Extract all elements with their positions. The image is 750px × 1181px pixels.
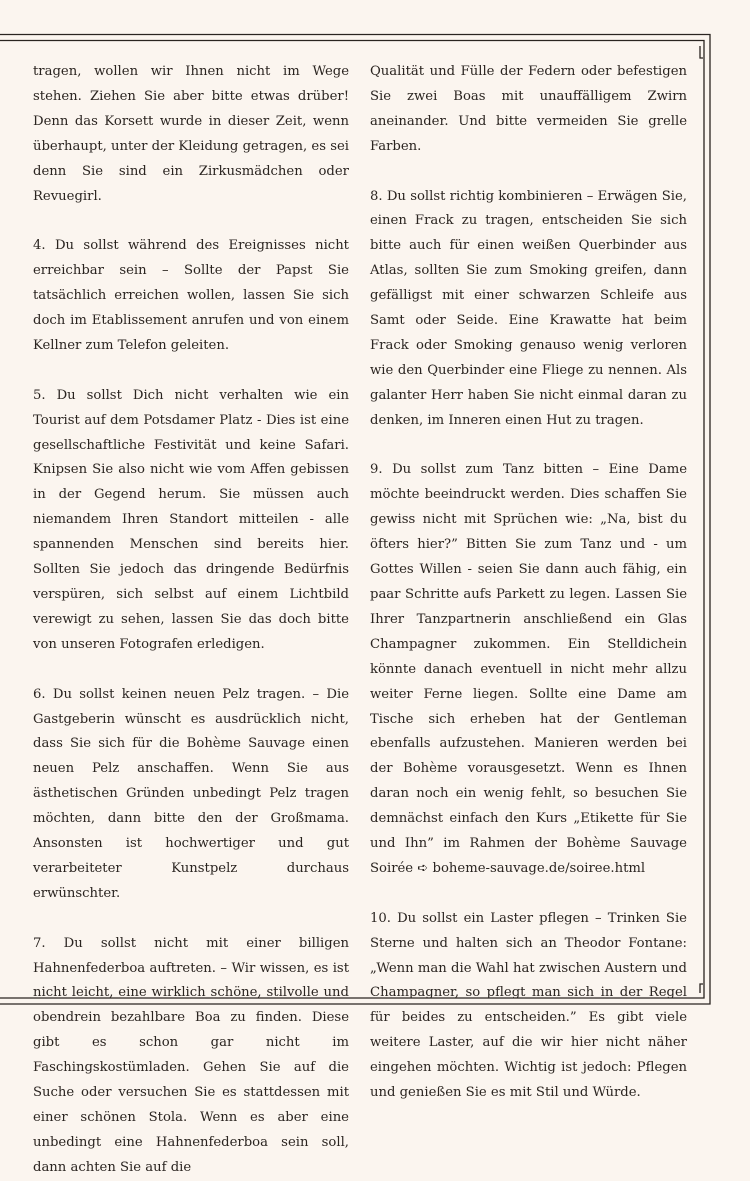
paragraph-rule-5: 5. Du sollst Dich nicht verhalten wie ein Tourist auf dem Potsdamer Platz - Dies ist eine gesellschaftliche Festivität und keine Safari. Knipsen Sie also nicht wie vom Affen gebissen in der Gegend herum. Sie müssen auch niemandem Ihren Standort mitteilen - alle spannenden Menschen sind bereits hier. Sollten Sie jedoch das dringende Bedürfnis verspüren, sich selbst auf einem Lichtbild verewigt zu sehen, lassen Sie das doch bitte von unseren Fotografen erledigen. — [33, 387, 349, 652]
paragraph-rule-9: 9. Du sollst zum Tanz bitten – Eine Dame möchte beeindruckt werden. Dies schaffen Sie gewiss nicht mit Sprüchen wie: „Na, bist du öfters hier?” Bitten Sie zum Tanz und - um Gottes Willen - seien Sie dann auch fähig, ein paar Schritte aufs Parkett zu legen. Lassen Sie Ihrer Tanzpartnerin anschließend ein Glas Champagner zukommen. Ein Stelldichein könnte danach eventuell in nicht mehr allzu weiter Ferne liegen. Sollte eine Dame am Tische sich erheben hat der Gentleman ebenfalls aufzustehen. Manieren werden bei der Bohème vorausgesetzt. Wenn es Ihnen daran noch ein wenig fehlt, so besuchen Sie demnächst einfach den Kurs „Etikette für Sie und Ihn” im Rahmen der Bohème Sauvage Soirée ➪ boheme-sauvage.de/soiree.html — [370, 462, 687, 876]
paragraph-rule-4: 4. Du sollst während des Ereignisses nicht erreichbar sein – Sollte der Papst Sie tatsächlich erreichen wollen, lassen Sie sich doch im Etablissement anrufen und von einem Kellner zum Telefon geleiten. — [33, 238, 349, 353]
paragraph-continuation: tragen, wollen wir Ihnen nicht im Wege stehen. Ziehen Sie aber bitte etwas drüber! Denn das Korsett wurde in dieser Zeit, wenn überhaupt, unter der Kleidung getragen, es sei denn Sie sind ein Zirkusmädchen oder Revuegirl. — [33, 64, 349, 204]
paragraph-rule-6: 6. Du sollst keinen neuen Pelz tragen. – Die Gastgeberin wünscht es ausdrücklich nicht, dass Sie sich für die Bohème Sauvage einen neuen Pelz anschaffen. Wenn Sie aus ästhetischen Gründen unbedingt Pelz tragen möchten, dann bitte den der Großmama. Ansonsten ist hochwertiger und gut verarbeiteter Kunstpelz durchaus erwünschter. — [33, 686, 349, 901]
left-column — [33, 60, 349, 1181]
paragraph-rule-10: 10. Du sollst ein Laster pflegen – Trinken Sie Sterne und halten sich an Theodor Fontane: „Wenn man die Wahl hat zwischen Austern und Champagner, so pflegt man sich in der Regel für beides zu entscheiden.” Es gibt viele weitere Laster, auf die wir hier nicht näher eingehen möchten. Wichtig ist jedoch: Pflegen und genießen Sie es mit Stil und Würde. — [370, 910, 687, 1101]
paragraph-rule-7: 7. Du sollst nicht mit einer billigen Hahnenfederboa auftreten. – Wir wissen, es ist nicht leicht, eine wirklich schöne, stilvolle und obendrein bezahlbare Boa zu finden. Diese gibt es schon gar nicht im Faschingskostümladen. Gehen Sie auf die Suche oder versuchen Sie es stattdessen mit einer schönen Stola. Wenn es aber eine unbedingt eine Hahnenfederboa sein soll, dann achten Sie auf die — [33, 935, 349, 1175]
right-column — [370, 60, 687, 1106]
paragraph-rule-8: 8. Du sollst richtig kombinieren – Erwägen Sie, einen Frack zu tragen, entscheiden Sie sich bitte auch für einen weißen Querbinder aus Atlas, sollten Sie zum Smoking greifen, dann gefälligst mit einer schwarzen Schleife aus Samt oder Seide. Eine Krawatte hat beim Frack oder Smoking genauso wenig verloren wie den Querbinder eine Fliege zu nennen. Als galanter Herr haben Sie nicht einmal daran zu denken, im Inneren einen Hut zu tragen. — [370, 188, 687, 428]
paragraph-rule-7-continuation: Qualität und Fülle der Federn oder befestigen Sie zwei Boas mit unauffälligem Zwirn aneinander. Und bitte vermeiden Sie grelle Farben. — [370, 64, 687, 154]
